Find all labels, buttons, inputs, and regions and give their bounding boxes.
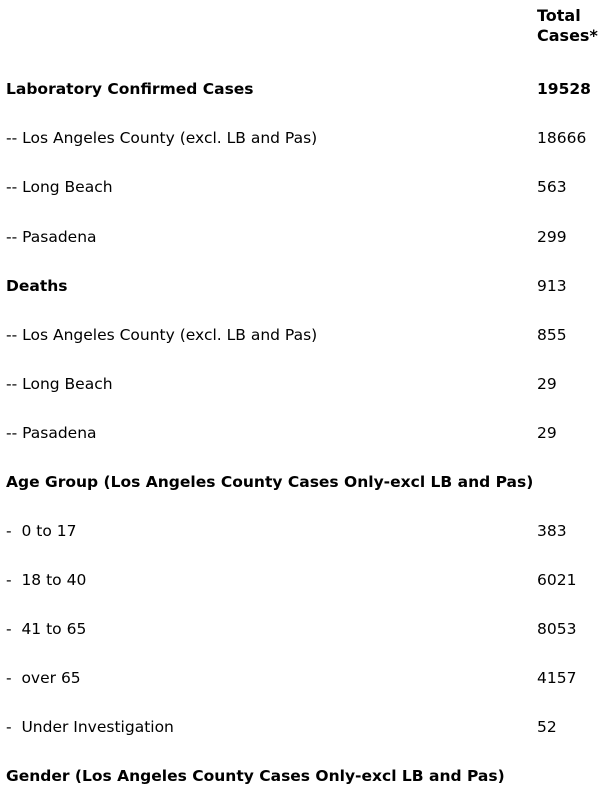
row-age-18-40	[6, 569, 600, 591]
row-age-0-17	[6, 520, 600, 542]
section-heading: Age Group (Los Angeles County Cases Only-excl LB and Pas)	[6, 473, 534, 491]
row-value: 913	[537, 277, 567, 295]
row-label: - 18 to 40	[6, 571, 87, 589]
row-pas-cases	[6, 226, 600, 248]
row-value: 855	[537, 326, 567, 344]
row-label: -- Pasadena	[6, 424, 97, 442]
row-lac-cases	[6, 127, 600, 149]
row-label: -- Pasadena	[6, 228, 97, 246]
row-label: Laboratory Confirmed Cases	[6, 80, 254, 98]
row-label: - Under Investigation	[6, 718, 174, 736]
row-value: 4157	[537, 669, 577, 687]
header-line-1: Total	[537, 6, 581, 25]
row-pas-deaths	[6, 422, 600, 444]
row-gender-heading	[6, 765, 600, 787]
row-value: 299	[537, 228, 567, 246]
total-cases-column-header	[537, 6, 598, 46]
row-value: 19528	[537, 80, 591, 98]
row-value: 29	[537, 375, 557, 393]
row-deaths	[6, 275, 600, 297]
row-lac-deaths	[6, 324, 600, 346]
row-lb-cases	[6, 176, 600, 198]
row-value: 563	[537, 178, 567, 196]
row-age-under-investigation	[6, 716, 600, 738]
row-label: Deaths	[6, 277, 68, 295]
section-heading: Gender (Los Angeles County Cases Only-excl LB and Pas)	[6, 767, 505, 785]
row-value: 383	[537, 522, 567, 540]
row-label: - 41 to 65	[6, 620, 87, 638]
row-label: - over 65	[6, 669, 81, 687]
row-value: 29	[537, 424, 557, 442]
header-line-2: Cases*	[537, 26, 598, 45]
row-value: 52	[537, 718, 557, 736]
row-lab-confirmed	[6, 78, 600, 100]
row-value: 6021	[537, 571, 577, 589]
row-lb-deaths	[6, 373, 600, 395]
row-age-41-65	[6, 618, 600, 640]
row-value: 8053	[537, 620, 577, 638]
row-label: -- Los Angeles County (excl. LB and Pas)	[6, 129, 318, 147]
row-label: -- Los Angeles County (excl. LB and Pas)	[6, 326, 318, 344]
row-label: - 0 to 17	[6, 522, 77, 540]
row-label: -- Long Beach	[6, 375, 113, 393]
row-age-group-heading	[6, 471, 600, 493]
row-value: 18666	[537, 129, 587, 147]
row-label: -- Long Beach	[6, 178, 113, 196]
row-age-over-65	[6, 667, 600, 689]
